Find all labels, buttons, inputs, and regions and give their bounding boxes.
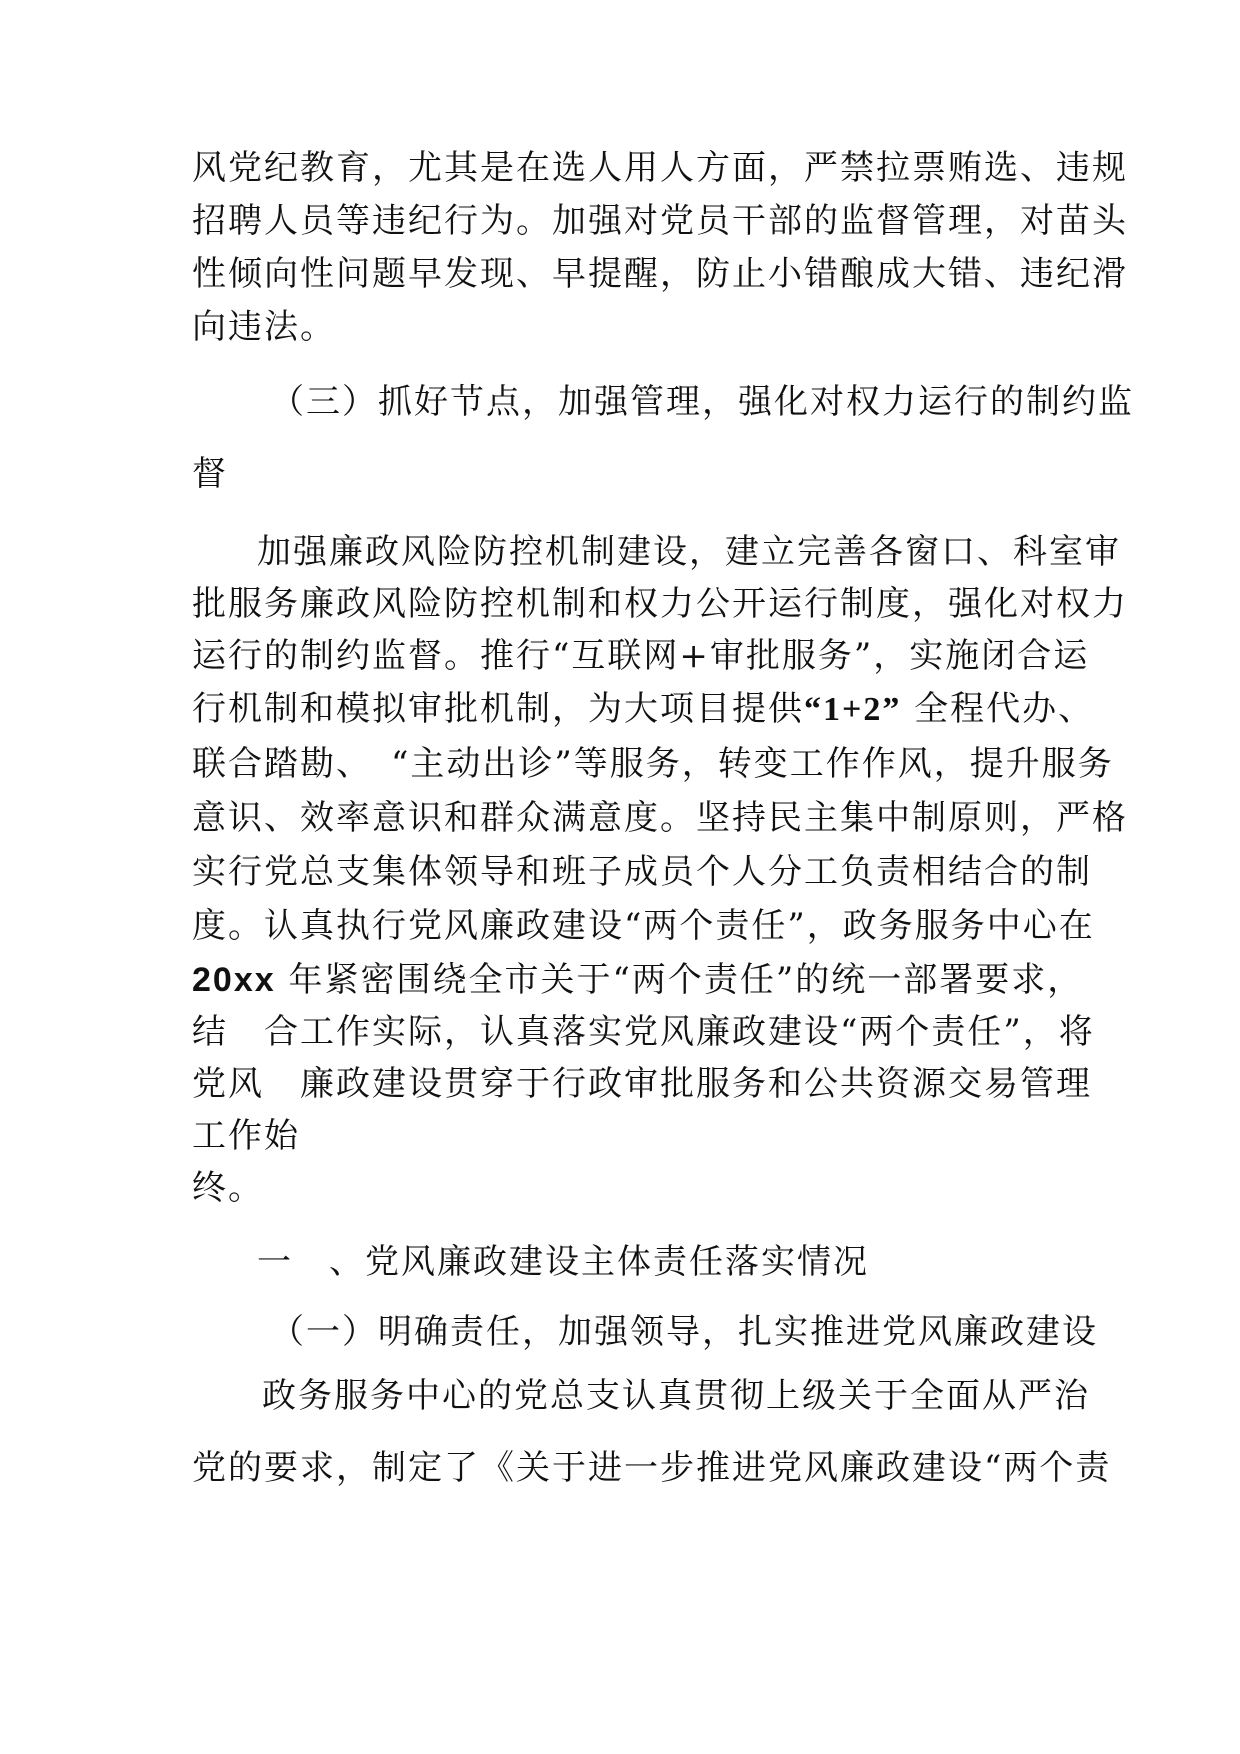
body-text-segment: 行机制和模拟审批机制，为大项目提供 [192, 689, 804, 729]
bold-number-text: “1+2” [804, 691, 902, 728]
body-text-line [192, 687, 1094, 732]
body-text-line: 意识、效率意识和群众满意度。坚持民主集中制原则，严格 [192, 798, 1128, 838]
body-text-line: 结 合工作实际，认真落实党风廉政建设“两个责任”，将 [192, 1012, 1095, 1052]
body-text-line: 招聘人员等违纪行为。加强对党员干部的监督管理，对苗头 [192, 201, 1128, 241]
body-text-line: 风党纪教育，尤其是在选人用人方面，严禁拉票贿选、违规 [192, 148, 1128, 188]
body-text-segment: 年紧密围绕全市关于“两个责任”的统一部署要求， [275, 960, 1084, 1000]
body-text-line: 度。认真执行党风廉政建设“两个责任”，政务服务中心在 [192, 906, 1095, 946]
body-text-line [192, 958, 1083, 1002]
body-text-line: 实行党总支集体领导和班子成员个人分工负责相结合的制 [192, 852, 1092, 892]
section-one-heading: 一 、党风廉政建设主体责任落实情况 [257, 1242, 869, 1282]
body-text-line: 批服务廉政风险防控机制和权力公开运行制度，强化对权力 [192, 584, 1128, 624]
section-heading-three-continued: 督 [192, 454, 228, 494]
body-text-line: 党风 廉政建设贯穿于行政审批服务和公共资源交易管理 [192, 1064, 1092, 1104]
body-text-segment: 全程代办、 [901, 689, 1095, 729]
body-text-line: 党的要求，制定了《关于进一步推进党风廉政建设“两个责 [192, 1448, 1112, 1488]
section-heading-three: （三）抓好节点，加强管理，强化对权力运行的制约监 [270, 382, 1134, 422]
body-text-line: 联合踏勘、 “主动出诊”等服务，转变工作作风，提升服务 [192, 744, 1114, 784]
body-text-line: 性倾向性问题早发现、早提醒，防止小错酿成大错、违纪滑 [192, 254, 1128, 294]
body-text-line: 政务服务中心的党总支认真贯彻上级关于全面从严治 [262, 1376, 1090, 1416]
year-text: 20xx [192, 961, 276, 999]
body-text-line: 运行的制约监督。推行“互联网+审批服务”，实施闭合运 [192, 636, 1090, 676]
body-text-line: 工作始 [192, 1116, 300, 1156]
body-text-line: 加强廉政风险防控机制建设，建立完善各窗口、科室审 [257, 532, 1121, 572]
body-text-line: 终。 [192, 1168, 264, 1208]
body-text-line: 向违法。 [192, 307, 336, 347]
subheading-one: （一）明确责任，加强领导，扎实推进党风廉政建设 [270, 1312, 1098, 1352]
